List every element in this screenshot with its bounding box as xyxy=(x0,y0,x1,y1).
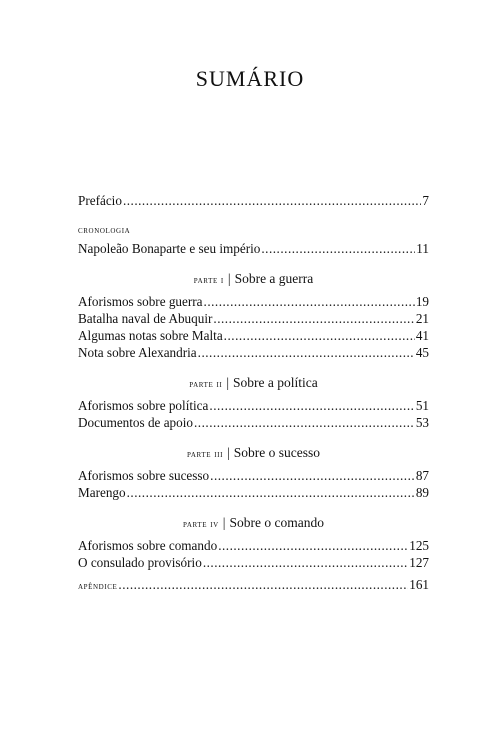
part-number: parte i xyxy=(193,275,224,286)
part-separator: | xyxy=(227,445,230,460)
toc-entry-page: 125 xyxy=(409,538,429,553)
toc-entry-label: Prefácio xyxy=(78,193,122,208)
part-separator: | xyxy=(226,375,230,390)
toc-entry-page: 87 xyxy=(415,468,429,483)
toc-entry-label: Algumas notas sobre Malta xyxy=(78,328,223,343)
toc-entry[interactable] xyxy=(78,467,429,484)
dot-leader xyxy=(210,467,415,484)
toc-entry-page: 21 xyxy=(415,311,429,326)
part-heading-3 xyxy=(78,444,429,461)
part-heading-2 xyxy=(78,374,429,391)
part-title: Sobre o comando xyxy=(229,515,324,530)
toc-entry[interactable] xyxy=(78,554,429,571)
part-number: parte ii xyxy=(189,379,223,390)
dot-leader xyxy=(118,576,408,593)
part-title: Sobre a guerra xyxy=(234,271,314,286)
toc-entry[interactable] xyxy=(78,414,429,431)
toc-entry[interactable] xyxy=(78,537,429,554)
dot-leader xyxy=(261,240,415,257)
part-number: parte iii xyxy=(187,449,224,460)
toc-entry-label: Aforismos sobre comando xyxy=(78,538,218,553)
toc-entry-page: 45 xyxy=(415,345,429,360)
toc-entry[interactable] xyxy=(78,310,429,327)
dot-leader xyxy=(194,414,415,431)
toc-entry-page: 19 xyxy=(415,294,429,309)
toc-entry-page: 89 xyxy=(415,485,429,500)
toc-entry-page: 127 xyxy=(409,555,429,570)
part-separator: | xyxy=(227,271,231,286)
part-heading-1 xyxy=(78,270,429,287)
toc-entry-label: apêndice xyxy=(78,582,118,592)
dot-leader xyxy=(203,554,408,571)
toc-entry-page: 41 xyxy=(415,328,429,343)
toc-entry-label: Napoleão Bonaparte e seu império xyxy=(78,241,261,256)
toc-entry-label: Documentos de apoio xyxy=(78,415,193,430)
toc-entry[interactable] xyxy=(78,327,429,344)
dot-leader xyxy=(218,537,408,554)
toc-entry[interactable] xyxy=(78,344,429,361)
toc-entry-page: 51 xyxy=(415,398,429,413)
toc-entry[interactable] xyxy=(78,484,429,501)
toc-entry-label: O consulado provisório xyxy=(78,555,202,570)
toc-entry-page: 11 xyxy=(416,241,429,256)
dot-leader xyxy=(204,293,415,310)
toc-entry[interactable] xyxy=(78,397,429,414)
table-of-contents xyxy=(78,192,429,593)
dot-leader xyxy=(213,310,414,327)
chronology-heading: cronologia xyxy=(78,226,131,236)
toc-entry-label: Aforismos sobre sucesso xyxy=(78,468,210,483)
chronology-heading-row xyxy=(78,223,429,240)
toc-entry-label: Aforismos sobre guerra xyxy=(78,294,203,309)
toc-entry[interactable] xyxy=(78,293,429,310)
toc-entry-label: Aforismos sobre política xyxy=(78,398,209,413)
dot-leader xyxy=(209,397,414,414)
part-title: Sobre a política xyxy=(233,375,318,390)
toc-entry-page: 161 xyxy=(409,577,429,592)
part-number: parte iv xyxy=(183,519,219,530)
dot-leader xyxy=(198,344,415,361)
part-heading-4 xyxy=(78,514,429,531)
dot-leader xyxy=(224,327,415,344)
toc-entry-page: 7 xyxy=(422,193,429,208)
part-title: Sobre o sucesso xyxy=(233,445,320,460)
toc-entry-page: 53 xyxy=(415,415,429,430)
toc-entry-chronology[interactable] xyxy=(78,240,429,257)
page-title: SUMÁRIO xyxy=(195,66,305,91)
dot-leader xyxy=(127,484,415,501)
dot-leader xyxy=(123,192,421,209)
toc-entry-label: Nota sobre Alexandria xyxy=(78,345,197,360)
toc-entry-label: Batalha naval de Abuquir xyxy=(78,311,213,326)
part-separator: | xyxy=(222,515,226,530)
toc-entry-preface[interactable] xyxy=(78,192,429,209)
toc-entry-appendix[interactable] xyxy=(78,576,429,593)
toc-entry-label: Marengo xyxy=(78,485,126,500)
